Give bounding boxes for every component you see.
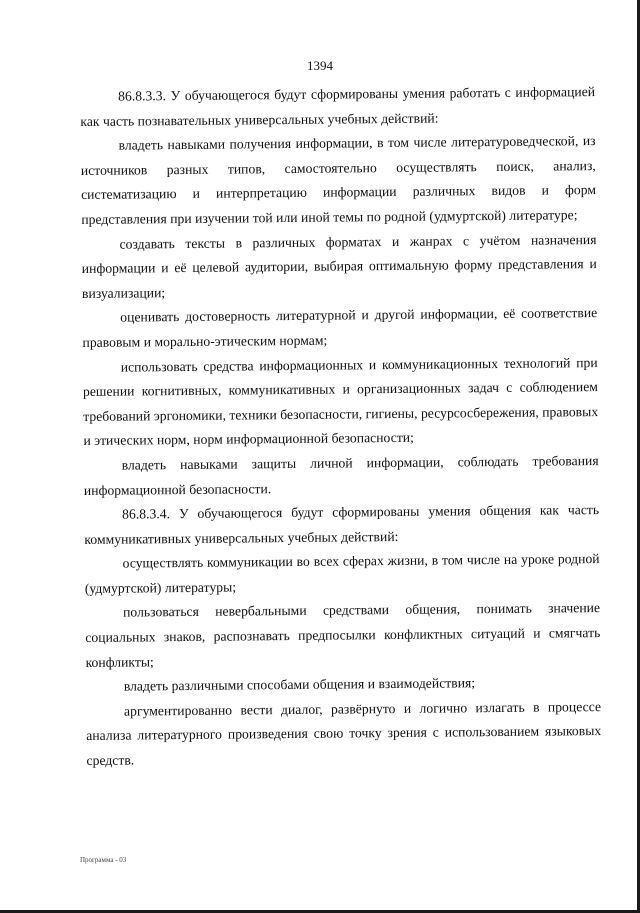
paragraph: владеть навыками получения информации, в том числе литературоведческой, из источников разных типов, самостоятельно осуществлять поиск, анализ, систематизацию и интерпретацию информации различных видов и форм представления при изучении той или иной темы по родной (удмуртской) литературе; [80,133,597,227]
document-body [80,80,602,774]
paragraph: пользоваться невербальными средствами общения, понимать значение социальных знаков, распознавать предпосылки конфликтных ситуаций и смягчать конфликты; [85,600,601,670]
paragraph: владеть навыками защиты личной информации, соблюдать требования информационной безопасности. [83,452,599,498]
paragraph: владеть различными способами общения и взаимодействия; [123,675,476,694]
paragraph: использовать средства информационных и коммуникационных технологий при решении когнитивных, коммуникативных и организационных задач с соблюдением требований эргономики, техники безопасности, гигиены, ресурсосбережения, правовых и этических норм, норм информационной безопасности; [82,354,599,449]
paragraph: оценивать достоверность литературной и другой информации, её соответствие правовым и морально-этическим нормам; [82,305,598,350]
paragraph: осуществлять коммуникации во всех сферах жизни, в том числе на уроке родной (удмуртской) литературы; [84,551,600,596]
paragraph: 86.8.3.3. У обучающегося будут сформированы умения работать с информацией как часть познавательных универсальных учебных действий: [80,84,596,129]
paragraph: 86.8.3.4. У обучающегося будут сформированы умения общения как часть коммуникативных универсальных учебных действий: [84,502,600,547]
page-number: 1394 [307,58,333,73]
paragraph: создавать тексты в различных форматах и жанрах с учётом назначения информации и её целевой аудитории, выбирая оптимальную форму представления и визуализации; [81,231,597,301]
paragraph: аргументированно вести диалог, развёрнуто и логично излагать в процессе анализа литературного произведения свою точку зрения с использованием языковых средств. [86,698,602,768]
footer-note: Программа - 03 [80,856,127,864]
